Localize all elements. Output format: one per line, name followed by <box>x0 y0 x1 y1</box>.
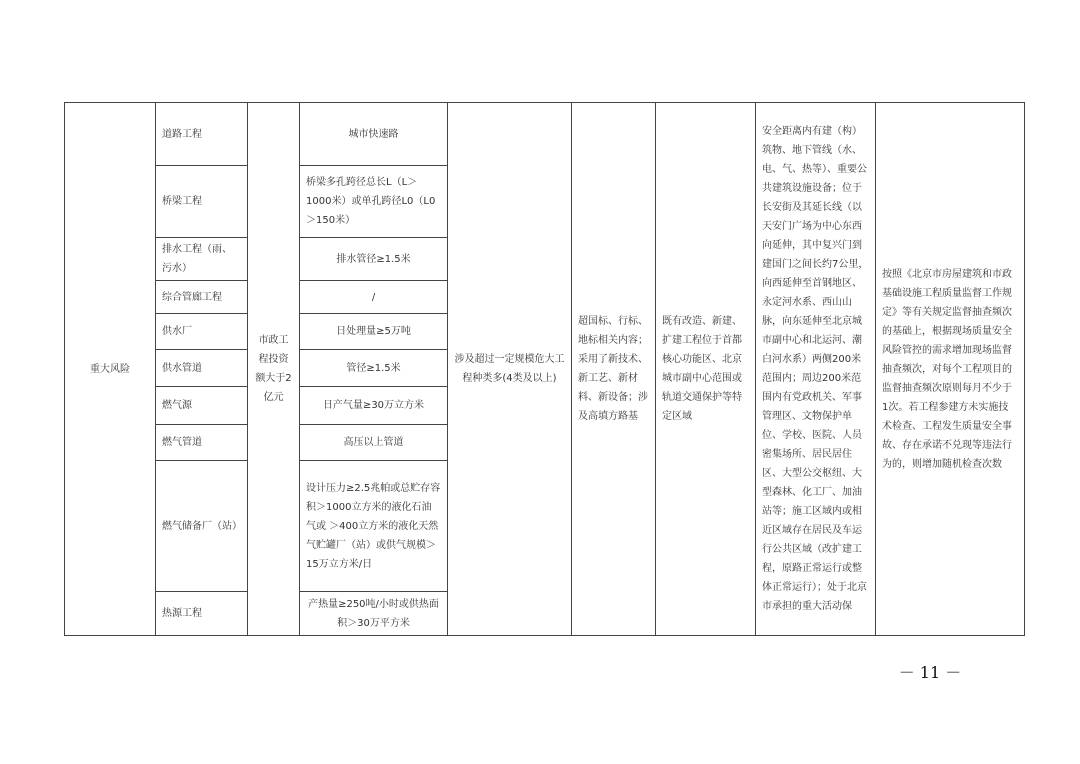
project-type-cell: 排水工程（雨、污水） <box>156 238 248 281</box>
project-type-cell: 综合管廊工程 <box>156 281 248 314</box>
surroundings-cell: 安全距离内有建（构）筑物、地下管线（水、电、气、热等）、重要公共建筑设施设备；位于长安街及其延长线（以天安门广场为中心东西向延伸，其中复兴门到建国门之间长约7公里，向西延伸至首钢地区、永定河水系、西山山脉，向东延伸至北京城市副中心和北运河、潮白河水系）两侧200米范围内；周边200米范围内有党政机关、军事管理区、文物保护单位、学校、医院、人员密集场所、居民居住区、大型公交枢纽、大型森林、化工厂、加油站等；施工区域内或相近区域存在居民及车运行公共区域（改扩建工程，原路正常运行或整体正常运行）；处于北京市承担的重大活动保 <box>756 103 876 636</box>
project-type-cell: 供水厂 <box>156 314 248 350</box>
project-type-cell: 燃气储备厂（站） <box>156 461 248 592</box>
supervision-cell: 按照《北京市房屋建筑和市政基础设施工程质量监督工作规定》等有关规定监督抽查频次的基础上，根据现场质量安全风险管控的需求增加现场监督抽查频次，对每个工程项目的监督抽查频次原则每月不少于1次。若工程参建方未实施技术检查、工程发生质量安全事故、存在承诺不兑现等违法行为的，则增加随机检查次数 <box>876 103 1025 636</box>
scale-cell: 管径≥1.5米 <box>300 350 448 387</box>
project-type-cell: 供水管道 <box>156 350 248 387</box>
scale-cell: 日处理量≥5万吨 <box>300 314 448 350</box>
project-type-cell: 燃气管道 <box>156 425 248 461</box>
scale-cell: 产热量≥250吨/小时或供热面积＞30万平方米 <box>300 592 448 636</box>
risk-table <box>64 102 1025 636</box>
scale-cell: 桥梁多孔跨径总长L（L＞1000米）或单孔跨径L0（L0＞150米） <box>300 166 448 238</box>
project-type-cell: 桥梁工程 <box>156 166 248 238</box>
scale-cell: / <box>300 281 448 314</box>
scale-cell: 排水管径≥1.5米 <box>300 238 448 281</box>
scale-cell: 城市快速路 <box>300 103 448 166</box>
new-tech-cell: 超国标、行标、地标相关内容；采用了新技术、新工艺、新材料、新设备；涉及高填方路基 <box>572 103 656 636</box>
project-type-cell: 道路工程 <box>156 103 248 166</box>
project-type-cell: 热源工程 <box>156 592 248 636</box>
location-core-cell: 既有改造、新建、扩建工程位于首都核心功能区、北京城市副中心范围或轨道交通保护等特定区域 <box>656 103 756 636</box>
dangerous-works-cell: 涉及超过一定规模危大工程种类多(4类及以上) <box>448 103 572 636</box>
project-type-cell: 燃气源 <box>156 387 248 425</box>
scale-cell: 设计压力≥2.5兆帕或总贮存容积＞1000立方米的液化石油气或 ＞400立方米的液化天然气贮罐厂（站）或供气规模＞15万立方米/日 <box>300 461 448 592</box>
investment-cell: 市政工程投资额大于2亿元 <box>248 103 300 636</box>
page-number: － 11 － <box>898 663 962 682</box>
risk-level-cell: 重大风险 <box>65 103 156 636</box>
table-row <box>65 103 1025 166</box>
scale-cell: 日产气量≥30万立方米 <box>300 387 448 425</box>
scale-cell: 高压以上管道 <box>300 425 448 461</box>
